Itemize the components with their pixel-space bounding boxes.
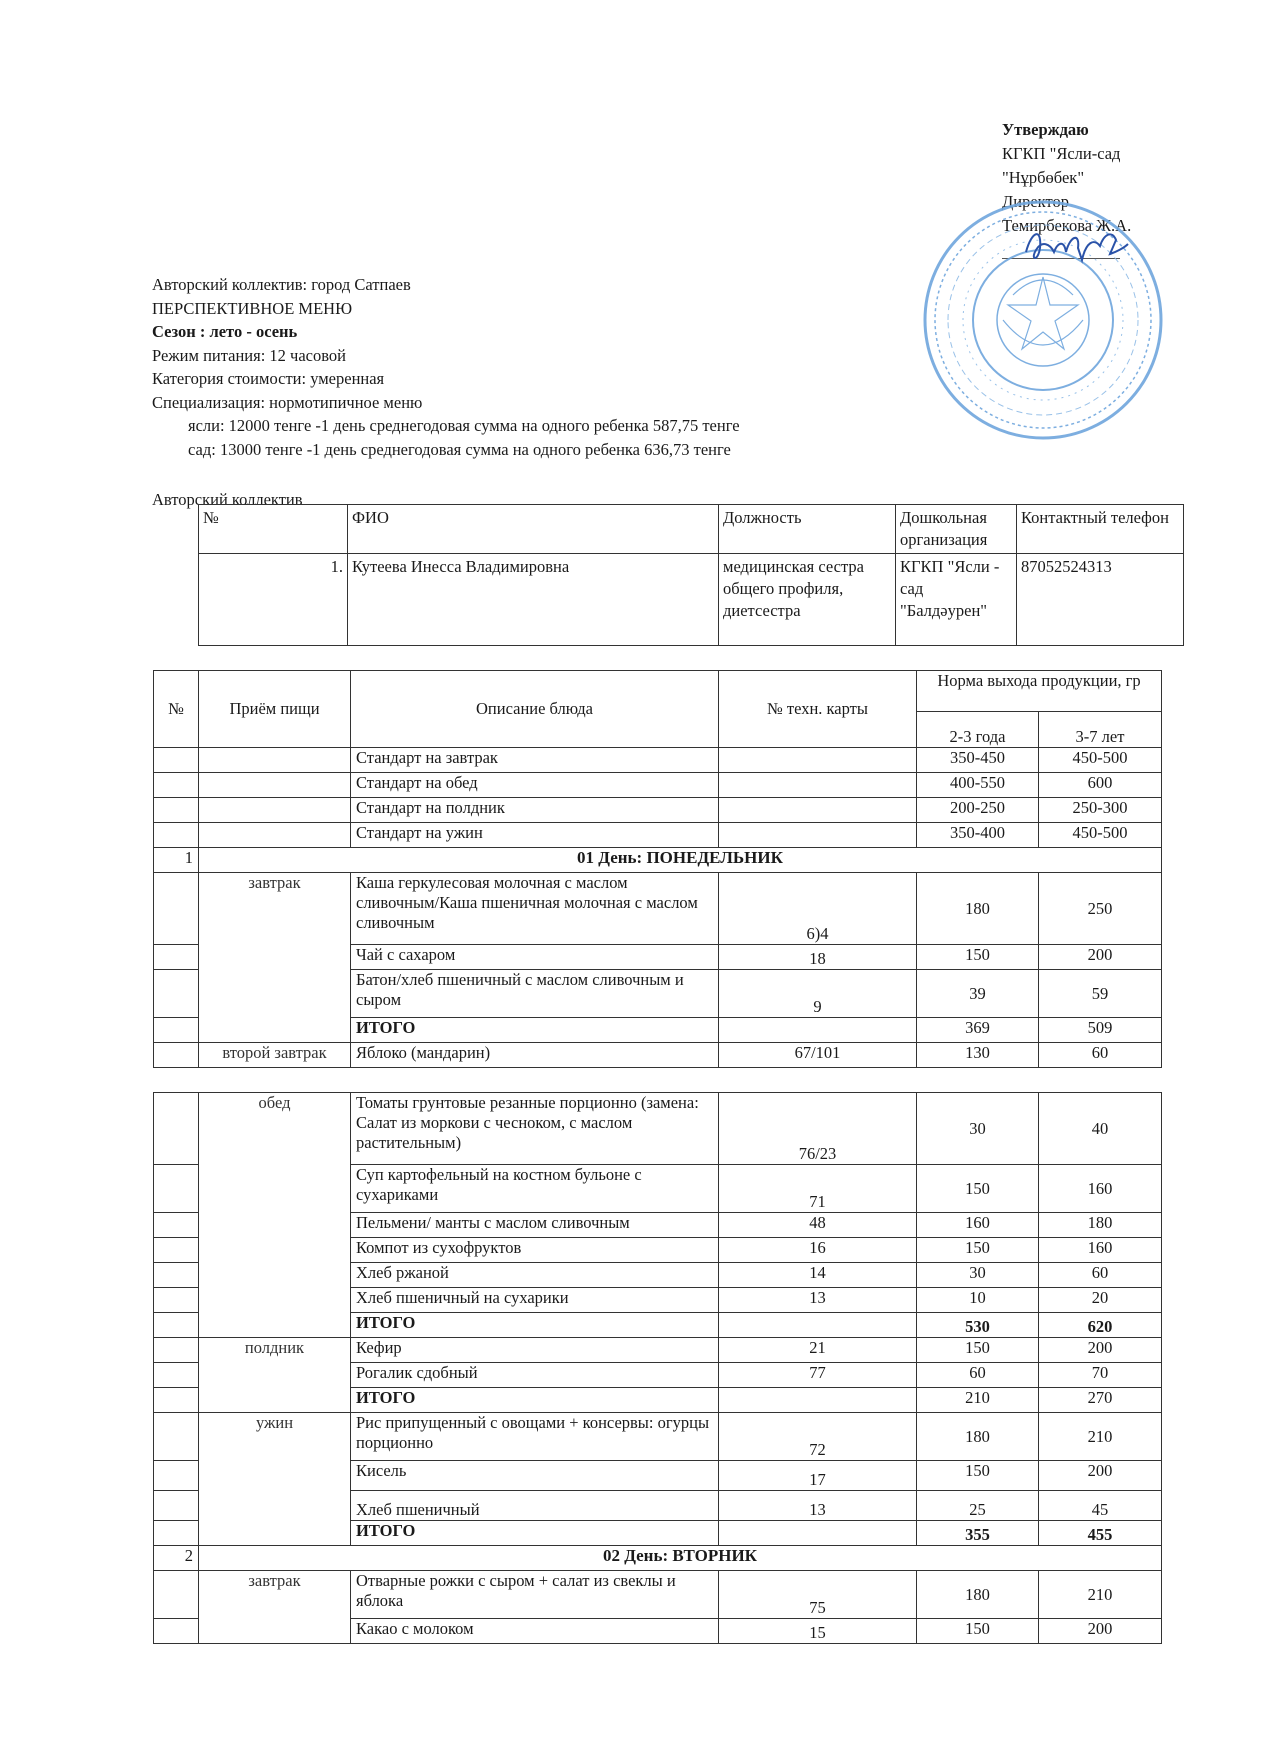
author-phone: 87052524313 <box>1017 554 1184 646</box>
total-a: 210 <box>917 1388 1039 1413</box>
portion-b: 60 <box>1039 1263 1162 1288</box>
portion-a: 180 <box>917 1571 1039 1619</box>
portion-a: 30 <box>917 1093 1039 1165</box>
portion-a: 180 <box>917 1413 1039 1461</box>
director-signature <box>1020 222 1132 268</box>
tech-card: 71 <box>719 1165 917 1213</box>
authors-col-org: Дошкольная организация <box>896 505 1017 554</box>
portion-a: 150 <box>917 1461 1039 1491</box>
dish-name: Кисель <box>351 1461 719 1491</box>
dish-name: Суп картофельный на костном бульоне с сухариками <box>351 1165 719 1213</box>
standard-row <box>154 773 1162 798</box>
portion-b: 210 <box>1039 1413 1162 1461</box>
approval-title: Утверждаю <box>1002 120 1089 139</box>
portion-b: 250 <box>1039 873 1162 945</box>
total-label: ИТОГО <box>351 1018 719 1043</box>
authors-col-phone: Контактный телефон <box>1017 505 1184 554</box>
col-age-2-3: 2-3 года <box>917 712 1039 748</box>
portion-a: 150 <box>917 1619 1039 1644</box>
standard-a: 400-550 <box>917 773 1039 798</box>
dish-name: Отварные рожки с сыром + салат из свеклы и яблока <box>351 1571 719 1619</box>
meal-label: обед <box>199 1093 351 1338</box>
portion-b: 200 <box>1039 1461 1162 1491</box>
portion-a: 30 <box>917 1263 1039 1288</box>
tech-card: 76/23 <box>719 1093 917 1165</box>
portion-a: 180 <box>917 873 1039 945</box>
portion-a: 150 <box>917 1165 1039 1213</box>
authors-col-position: Должность <box>719 505 896 554</box>
dish-name: Кефир <box>351 1338 719 1363</box>
portion-a: 130 <box>917 1043 1039 1068</box>
standard-row <box>154 748 1162 773</box>
portion-a: 160 <box>917 1213 1039 1238</box>
tech-card: 75 <box>719 1571 917 1619</box>
total-b: 455 <box>1039 1521 1162 1546</box>
total-label: ИТОГО <box>351 1388 719 1413</box>
day-num: 1 <box>154 848 199 873</box>
tech-card: 17 <box>719 1461 917 1491</box>
standard-a: 350-450 <box>917 748 1039 773</box>
dish-name: Компот из сухофруктов <box>351 1238 719 1263</box>
season: Сезон : лето - осень <box>152 322 298 341</box>
standard-a: 200-250 <box>917 798 1039 823</box>
spacer-row <box>154 1068 1162 1093</box>
portion-a: 150 <box>917 1238 1039 1263</box>
portion-b: 200 <box>1039 945 1162 970</box>
standard-b: 600 <box>1039 773 1162 798</box>
day-num: 2 <box>154 1546 199 1571</box>
day-title: 02 День: ВТОРНИК <box>199 1546 1162 1571</box>
total-b: 270 <box>1039 1388 1162 1413</box>
dish-name: Чай с сахаром <box>351 945 719 970</box>
meal-label: завтрак <box>199 873 351 1043</box>
total-a: 530 <box>917 1313 1039 1338</box>
tech-card: 77 <box>719 1363 917 1388</box>
portion-a: 60 <box>917 1363 1039 1388</box>
approval-line: КГКП "Ясли-сад <box>1002 144 1121 163</box>
day-row <box>154 1546 1162 1571</box>
specialization: Специализация: нормотипичное меню <box>152 392 423 412</box>
dish-name: Томаты грунтовые резанные порционно (замена: Салат из моркови с чесноком, с маслом растительным) <box>351 1093 719 1165</box>
tech-card: 48 <box>719 1213 917 1238</box>
tech-card: 6)4 <box>719 873 917 945</box>
portion-a: 150 <box>917 945 1039 970</box>
tech-card: 67/101 <box>719 1043 917 1068</box>
portion-b: 200 <box>1039 1619 1162 1644</box>
total-a: 355 <box>917 1521 1039 1546</box>
standard-row <box>154 798 1162 823</box>
tech-card: 72 <box>719 1413 917 1461</box>
authors-table <box>198 504 1184 646</box>
regime: Режим питания: 12 часовой <box>152 345 347 365</box>
authors-col-name: ФИО <box>348 505 719 554</box>
dish-name: Хлеб пшеничный на сухарики <box>351 1288 719 1313</box>
portion-a: 39 <box>917 970 1039 1018</box>
dish-name: Какао с молоком <box>351 1619 719 1644</box>
dish-row <box>154 1093 1162 1165</box>
portion-b: 60 <box>1039 1043 1162 1068</box>
standard-name: Стандарт на ужин <box>351 823 719 848</box>
portion-b: 200 <box>1039 1338 1162 1363</box>
authors-caption: Авторский коллектив <box>152 490 303 509</box>
portion-b: 160 <box>1039 1165 1162 1213</box>
tech-card: 15 <box>719 1619 917 1644</box>
approval-line: "Нұрбөбек" <box>1002 168 1085 187</box>
dish-name: Рис припущенный с овощами + консервы: огурцы порционно <box>351 1413 719 1461</box>
dish-row <box>154 1413 1162 1461</box>
col-age-3-7: 3-7 лет <box>1039 712 1162 748</box>
portion-b: 40 <box>1039 1093 1162 1165</box>
col-tech-card: № техн. карты <box>719 671 917 748</box>
standard-b: 250-300 <box>1039 798 1162 823</box>
portion-b: 70 <box>1039 1363 1162 1388</box>
portion-b: 160 <box>1039 1238 1162 1263</box>
dish-name: Батон/хлеб пшеничный с маслом сливочным и сыром <box>351 970 719 1018</box>
portion-b: 210 <box>1039 1571 1162 1619</box>
standard-a: 350-400 <box>917 823 1039 848</box>
col-description: Описание блюда <box>351 671 719 748</box>
author-organization: КГКП "Ясли - сад "Балдәурен" <box>896 554 1017 646</box>
portion-a: 25 <box>917 1491 1039 1521</box>
tech-card: 18 <box>719 945 917 970</box>
dish-name: Каша геркулесовая молочная с маслом сливочным/Каша пшеничная молочная с маслом сливочным <box>351 873 719 945</box>
nursery-price: ясли: 12000 тенге -1 день среднегодовая сумма на одного ребенка 587,75 тенге <box>188 416 740 435</box>
dish-name: Яблоко (мандарин) <box>351 1043 719 1068</box>
author-num: 1. <box>199 554 348 646</box>
standard-b: 450-500 <box>1039 823 1162 848</box>
col-norm: Норма выхода продукции, гр <box>917 671 1162 712</box>
author-position: медицинская сестра общего профиля, диетсестра <box>719 554 896 646</box>
dish-row <box>154 1043 1162 1068</box>
dish-row <box>154 873 1162 945</box>
document-header <box>152 273 740 461</box>
meal-label: завтрак <box>199 1571 351 1644</box>
garden-price: сад: 13000 тенге -1 день среднегодовая сумма на одного ребенка 636,73 тенге <box>188 439 731 459</box>
standard-row <box>154 823 1162 848</box>
tech-card: 13 <box>719 1288 917 1313</box>
standard-b: 450-500 <box>1039 748 1162 773</box>
standard-name: Стандарт на полдник <box>351 798 719 823</box>
authors-col-num: № <box>199 505 348 554</box>
standard-name: Стандарт на завтрак <box>351 748 719 773</box>
tech-card: 21 <box>719 1338 917 1363</box>
meal-label: ужин <box>199 1413 351 1546</box>
col-num: № <box>154 671 199 748</box>
portion-b: 20 <box>1039 1288 1162 1313</box>
dish-row <box>154 1338 1162 1363</box>
standard-name: Стандарт на обед <box>351 773 719 798</box>
menu-table <box>153 670 1162 1644</box>
tech-card: 9 <box>719 970 917 1018</box>
cost-category: Категория стоимости: умеренная <box>152 369 385 388</box>
day-title: 01 День: ПОНЕДЕЛЬНИК <box>199 848 1162 873</box>
total-label: ИТОГО <box>351 1313 719 1338</box>
dish-name: Рогалик сдобный <box>351 1363 719 1388</box>
day-row <box>154 848 1162 873</box>
total-label: ИТОГО <box>351 1521 719 1546</box>
portion-a: 150 <box>917 1338 1039 1363</box>
total-a: 369 <box>917 1018 1039 1043</box>
tech-card: 14 <box>719 1263 917 1288</box>
author-name: Кутеева Инесса Владимировна <box>348 554 719 646</box>
approval-line: Директор <box>1002 192 1069 211</box>
col-meal: Приём пищи <box>199 671 351 748</box>
header-line: ПЕРСПЕКТИВНОЕ МЕНЮ <box>152 298 353 318</box>
total-b: 509 <box>1039 1018 1162 1043</box>
dish-name: Хлеб ржаной <box>351 1263 719 1288</box>
portion-b: 59 <box>1039 970 1162 1018</box>
tech-card: 13 <box>719 1491 917 1521</box>
portion-a: 10 <box>917 1288 1039 1313</box>
header-line: Авторский коллектив: город Сатпаев <box>152 275 411 294</box>
meal-label: полдник <box>199 1338 351 1413</box>
meal-label: второй завтрак <box>199 1043 351 1068</box>
dish-row <box>154 1571 1162 1619</box>
dish-name: Пельмени/ манты с маслом сливочным <box>351 1213 719 1238</box>
portion-b: 180 <box>1039 1213 1162 1238</box>
approval-line: Темирбекова Ж.А. <box>1002 216 1132 235</box>
tech-card: 16 <box>719 1238 917 1263</box>
total-b: 620 <box>1039 1313 1162 1338</box>
dish-name: Хлеб пшеничный <box>351 1491 719 1521</box>
portion-b: 45 <box>1039 1491 1162 1521</box>
